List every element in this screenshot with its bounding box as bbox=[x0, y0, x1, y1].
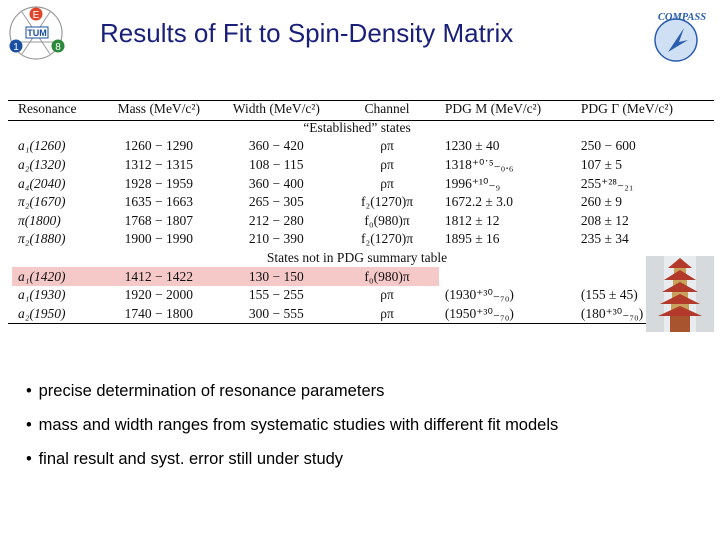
bullet-item bbox=[26, 381, 558, 415]
cell-mass: 1768 − 1807 bbox=[124, 212, 193, 228]
cell-resonance: a₂(1320) bbox=[18, 157, 66, 173]
cell-width: 155 − 255 bbox=[248, 287, 304, 303]
institute-logo bbox=[2, 2, 74, 64]
table-row bbox=[12, 156, 702, 175]
cell-pdg-mass bbox=[439, 267, 575, 286]
table-row bbox=[12, 230, 702, 249]
table-row bbox=[12, 174, 702, 193]
cell-pdg-mass: (1950⁺³⁰₋₇₀) bbox=[444, 305, 514, 321]
cell-mass: 1920 − 2000 bbox=[124, 287, 193, 303]
cell-pdg-width: 250 − 600 bbox=[580, 138, 636, 154]
cell-pdg-width: 260 ± 9 bbox=[580, 194, 623, 210]
table-bottom-rule bbox=[8, 323, 714, 324]
cell-mass: 1900 − 1990 bbox=[124, 231, 193, 247]
cell-channel: ρπ bbox=[380, 287, 394, 303]
cell-channel: ρπ bbox=[380, 175, 394, 191]
cell-pdg-mass: 1812 ± 12 bbox=[444, 212, 500, 228]
bullet-dot: • bbox=[26, 450, 32, 468]
cell-width: 212 − 280 bbox=[248, 212, 304, 228]
cell-resonance: π(1800) bbox=[18, 212, 61, 228]
cell-width: 108 − 115 bbox=[249, 157, 304, 173]
cell-resonance: a₄(2040) bbox=[18, 175, 66, 191]
bullet-dot: • bbox=[26, 416, 32, 434]
cell-resonance: a₂(1950) bbox=[18, 305, 66, 321]
logo-letter-1: 1 bbox=[13, 42, 19, 53]
cell-channel: ρπ bbox=[380, 157, 394, 173]
table-row bbox=[12, 305, 702, 324]
bullet-list bbox=[26, 381, 558, 483]
cell-resonance: a₁(1420) bbox=[12, 267, 100, 286]
cell-channel: ρπ bbox=[380, 138, 394, 154]
cell-width: 360 − 400 bbox=[248, 175, 304, 191]
bullet-item bbox=[26, 415, 558, 449]
cell-mass: 1412 − 1422 bbox=[100, 267, 217, 286]
cell-pdg-mass: 1230 ± 40 bbox=[444, 138, 500, 154]
cell-mass: 1928 − 1959 bbox=[124, 175, 193, 191]
bullet-item bbox=[26, 449, 558, 483]
cell-resonance: π₂(1880) bbox=[18, 231, 66, 247]
cell-resonance: a₁(1930) bbox=[18, 287, 66, 303]
bullet-dot: • bbox=[26, 382, 32, 400]
cell-pdg-mass: 1318⁺⁰˙⁵₋₀.₆ bbox=[444, 157, 514, 173]
cell-mass: 1312 − 1315 bbox=[124, 157, 193, 173]
cell-pdg-mass: 1895 ± 16 bbox=[444, 231, 500, 247]
compass-logo bbox=[646, 6, 718, 66]
cell-pdg-mass: (1930⁺³⁰₋₇₀) bbox=[444, 287, 514, 303]
col-header-mass: Mass (MeV/c²) bbox=[117, 101, 200, 117]
section-established bbox=[12, 119, 702, 138]
section-not-in-summary bbox=[12, 249, 702, 268]
cell-width: 210 − 390 bbox=[248, 231, 304, 247]
pagoda-image bbox=[646, 256, 714, 332]
table-row bbox=[12, 193, 702, 212]
col-header-resonance: Resonance bbox=[18, 101, 77, 117]
cell-channel: f₀(980)π bbox=[364, 212, 410, 228]
bullet-text: final result and syst. error still under study bbox=[38, 450, 344, 468]
table-row bbox=[12, 212, 702, 231]
resonance-table bbox=[12, 100, 702, 323]
col-header-channel: Channel bbox=[364, 101, 410, 117]
cell-mass: 1740 − 1800 bbox=[124, 305, 193, 321]
cell-pdg-width: (155 ± 45) bbox=[580, 287, 638, 303]
cell-mass: 1635 − 1663 bbox=[124, 194, 193, 210]
table-row-highlighted bbox=[12, 267, 702, 286]
compass-logo-text: COMPASS bbox=[657, 12, 707, 23]
cell-pdg-mass: 1996⁺¹⁰₋₉ bbox=[444, 175, 501, 191]
cell-pdg-width: 107 ± 5 bbox=[580, 157, 623, 173]
section-title: States not in PDG summary table bbox=[266, 250, 448, 266]
col-header-width: Width (MeV/c²) bbox=[232, 101, 320, 117]
cell-resonance: π₂(1670) bbox=[18, 194, 66, 210]
col-header-pdg-mass: PDG M (MeV/c²) bbox=[444, 101, 542, 117]
cell-pdg-width: (180⁺³⁰₋₇₀) bbox=[580, 305, 644, 321]
cell-channel: f₀(980)π bbox=[335, 267, 439, 286]
cell-channel: f₂(1270)π bbox=[361, 194, 414, 210]
logo-letter-e: E bbox=[32, 10, 40, 21]
cell-pdg-mass: 1672.2 ± 3.0 bbox=[444, 194, 513, 210]
cell-width: 130 − 150 bbox=[217, 267, 335, 286]
cell-channel: f₂(1270)π bbox=[361, 231, 414, 247]
col-header-pdg-width: PDG Γ (MeV/c²) bbox=[580, 101, 673, 117]
section-title: “Established” states bbox=[303, 119, 411, 135]
cell-resonance: a₁(1260) bbox=[18, 138, 66, 154]
table-row bbox=[12, 137, 702, 156]
cell-channel: ρπ bbox=[380, 305, 394, 321]
table-row bbox=[12, 286, 702, 305]
logo-tum-text: TUM bbox=[27, 28, 47, 38]
bullet-text: mass and width ranges from systematic studies with different fit models bbox=[38, 416, 559, 434]
cell-pdg-width: 208 ± 12 bbox=[580, 212, 629, 228]
cell-width: 360 − 420 bbox=[248, 138, 304, 154]
table-header-row bbox=[12, 100, 702, 119]
logo-letter-8: 8 bbox=[55, 42, 61, 53]
page-title: Results of Fit to Spin-Density Matrix bbox=[100, 18, 514, 48]
cell-pdg-width: 235 ± 34 bbox=[580, 231, 629, 247]
cell-width: 300 − 555 bbox=[248, 305, 304, 321]
cell-width: 265 − 305 bbox=[248, 194, 304, 210]
bullet-text: precise determination of resonance parameters bbox=[38, 382, 385, 400]
cell-mass: 1260 − 1290 bbox=[124, 138, 193, 154]
cell-pdg-width: 255⁺²⁸₋₂₁ bbox=[580, 175, 634, 191]
